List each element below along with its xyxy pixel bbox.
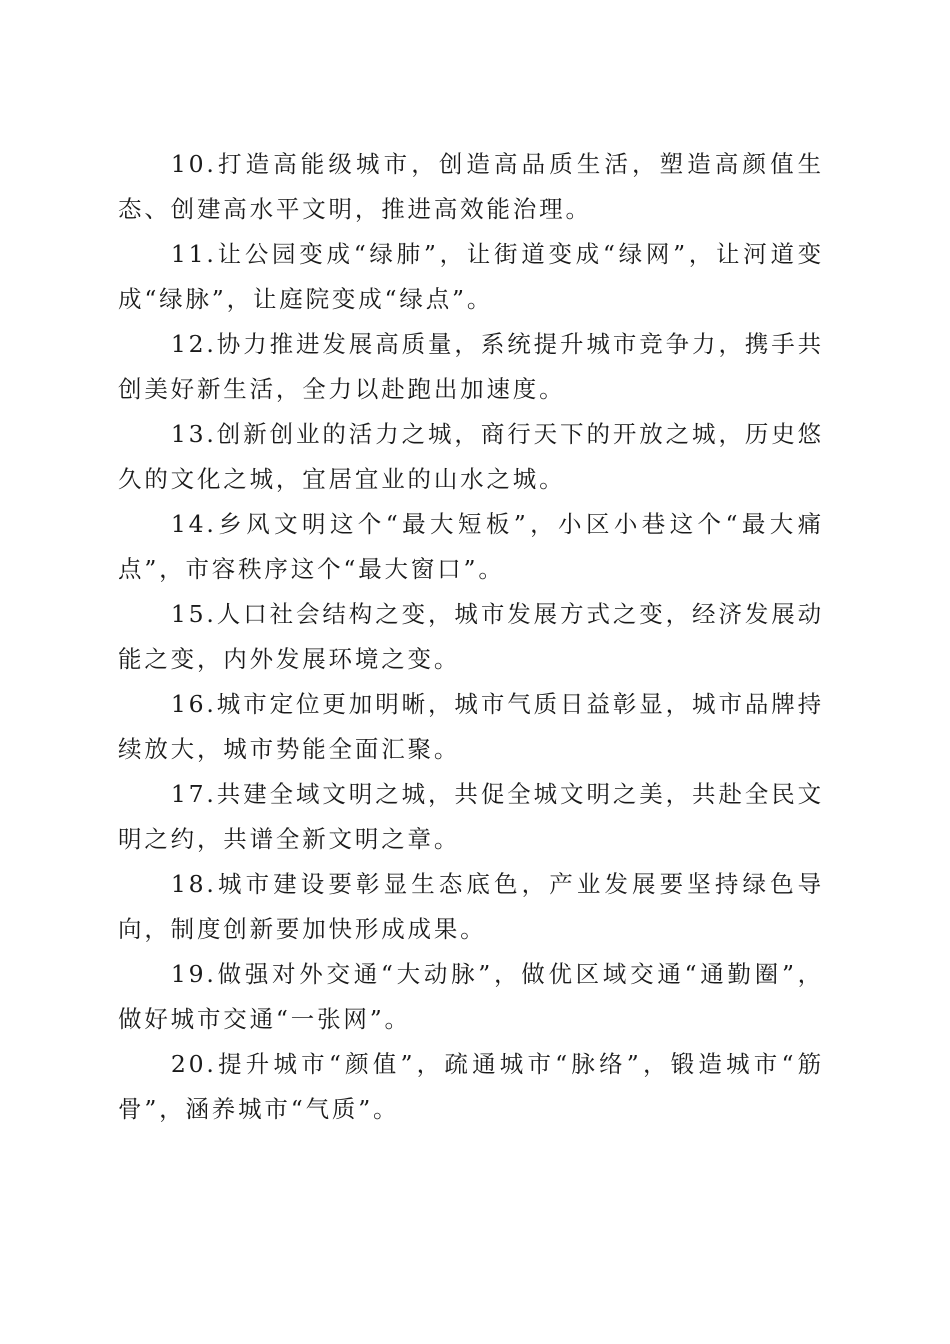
list-item: 19.做强对外交通“大动脉”，做优区域交通“通勤圈”，做好城市交通“一张网”。 bbox=[118, 960, 824, 1033]
list-item: 18.城市建设要彰显生态底色，产业发展要坚持绿色导向，制度创新要加快形成成果。 bbox=[118, 870, 824, 943]
list-item: 20.提升城市“颜值”，疏通城市“脉络”，锻造城市“筋骨”，涵养城市“气质”。 bbox=[118, 1050, 824, 1123]
list-item: 13.创新创业的活力之城，商行天下的开放之城，历史悠久的文化之城，宜居宜业的山水之城。 bbox=[118, 420, 824, 493]
list-item: 15.人口社会结构之变，城市发展方式之变，经济发展动能之变，内外发展环境之变。 bbox=[118, 600, 824, 673]
list-item: 12.协力推进发展高质量，系统提升城市竞争力，携手共创美好新生活，全力以赴跑出加速度。 bbox=[118, 330, 824, 403]
list-item: 16.城市定位更加明晰，城市气质日益彰显，城市品牌持续放大，城市势能全面汇聚。 bbox=[118, 690, 824, 763]
list-item: 11.让公园变成“绿肺”，让街道变成“绿网”，让河道变成“绿脉”，让庭院变成“绿点”。 bbox=[118, 240, 824, 313]
document-body bbox=[118, 142, 824, 1132]
list-item: 14.乡风文明这个“最大短板”，小区小巷这个“最大痛点”，市容秩序这个“最大窗口”。 bbox=[118, 510, 824, 583]
list-item: 17.共建全域文明之城，共促全城文明之美，共赴全民文明之约，共谱全新文明之章。 bbox=[118, 780, 824, 853]
list-item: 10.打造高能级城市，创造高品质生活，塑造高颜值生态、创建高水平文明，推进高效能治理。 bbox=[118, 150, 824, 223]
